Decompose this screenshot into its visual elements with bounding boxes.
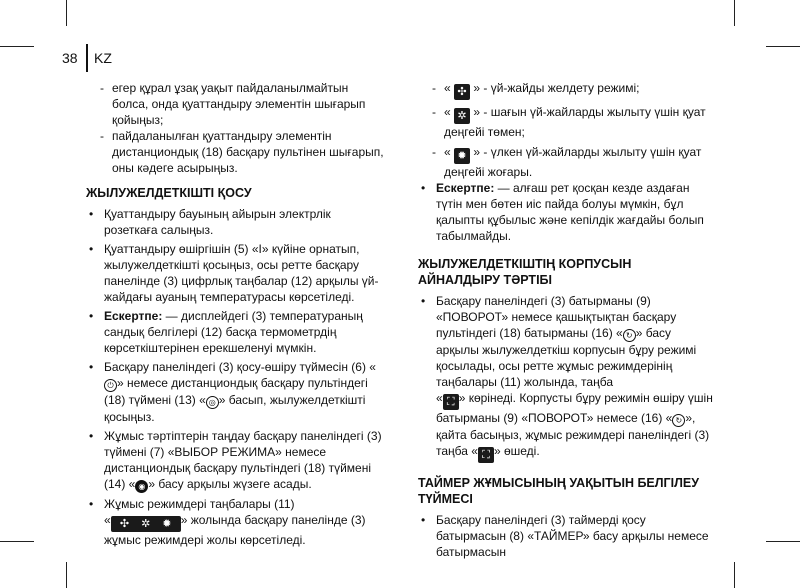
section-heading: ЖЫЛУЖЕЛДЕТКІШТІҢ КОРПУСЫН АЙНАЛДЫРУ ТӘРТІБІ [418,257,632,287]
text-span: » басу арқылы жүзеге асады. [148,477,312,491]
crop-mark [734,0,735,26]
mode-strip-icon [111,516,181,532]
crop-mark [66,562,67,588]
bullet-item [86,496,384,548]
text-span: » немесе дистанциондық басқару пультіндегі (18) түймені (13) « [104,376,368,407]
bullet-item [86,359,384,425]
crop-mark [734,562,735,588]
text-span: Басқару панеліндегі (3) қосу-өшіру түймесін (6) « [104,360,376,374]
sun-small-icon: ✲ [454,108,470,124]
text-span: таңба « [436,444,478,458]
note-label: Ескертпе: [436,181,495,195]
rotation-mode-icon: ⛶ [443,394,459,410]
text-span: » - үлкен үй-жайларды жылыту үшін қуат деңгейі жоғары. [444,145,702,179]
crop-mark [66,0,67,26]
section-heading: ЖЫЛУЖЕЛДЕТКІШТІ ҚОСУ [86,186,252,200]
bullet-item: • Қуаттандыру өшіргішін (5) «I» күйіне орнатып, жылужелдеткішті қосыңыз, осы ретте басқару панелінде (3) цифрлық таңбалар (12) арқылы үй-жайдағы ауаның температурасы көрсетіледі. [86,241,384,305]
page-number: 38 [62,50,78,66]
header-divider [86,44,88,72]
text-span: », қайта басыңыз, жұмыс режимдері панеліндегі (3) [436,411,710,442]
language-code: KZ [94,50,112,66]
sun-large-icon: ✹ [162,518,172,530]
text-span: Жұмыс режимдері таңбалары (11) [104,497,295,511]
dash-item: - егер құрал ұзақ уақыт пайдаланылмайтын болса, онда қуаттандыру элементін шығарып қойыңыз; [86,80,384,128]
bullet-item [86,308,384,356]
text-span: » басу арқылы жылужелдеткіш корпусын бұру режимі қосылады, осы ретте жұмыс режимдерінің таңбалары (11) жолында, таңба [436,326,697,389]
left-column [86,80,384,551]
crop-mark [0,541,34,542]
sun-small-icon: ✲ [141,518,151,530]
crop-mark [0,46,34,47]
dash-item: - « ✹ » - үлкен үй-жайларды жылыту үшін қуат деңгейі жоғары. [418,144,716,180]
text-span: » өшеді. [493,444,540,458]
dash-item: - « ✣ » - үй-жайды желдету режимі; [418,80,716,100]
text-span: » - шағын үй-жайларды жылыту үшін қуат деңгейі төмен; [444,105,706,139]
power-icon: ⏻ [104,379,117,392]
dash-item: - пайдаланылған қуаттандыру элементін дистанциондық (18) басқару пультінен шығарып, оны кәдеге асырыңыз. [86,128,384,176]
text-span: » жолында басқару панелінде (3) жұмыс режимдері жолы көрсетіледі. [104,513,366,547]
crop-mark [766,541,800,542]
mode-button-icon: ◉ [135,480,148,493]
text-span: Басқару панеліндегі (3) батырманы (9) «ПОВОРОТ» немесе қашықтықтан басқару пультіндегі (18) батырманы (16) « [436,294,677,340]
text-span: » басып, жылужелдеткішті қосыңыз. [104,393,366,424]
text-span: » - үй-жайды желдету режимі; [473,81,640,95]
text-span: » көрінеді. Корпусты бұру режимін өшіру үшін батырманы (9) «ПОВОРОТ» немесе (16) « [436,391,713,425]
rotation-mode-icon: ⛶ [478,447,494,463]
fan-icon: ✣ [119,518,130,530]
crop-mark [766,46,800,47]
text-span: « [436,391,443,405]
bullet-item [86,428,384,493]
note-label: Ескертпе: [104,309,163,323]
bullet-item: • Қуаттандыру бауының айырын электрлік розеткаға салыңыз. [86,206,384,238]
rotate-icon: ↻ [672,414,685,427]
dash-item: - « ✲ » - шағын үй-жайларды жылыту үшін қуат деңгейі төмен; [418,104,716,140]
bullet-item: • Басқару панеліндегі (3) таймерді қосу батырмасын (8) «ТАЙМЕР» басу арқылы немесе батырмасын [418,512,716,560]
bullet-item [418,293,716,463]
power-circle-icon: ◎ [206,396,219,409]
text-span: « [104,513,111,527]
note-text: — дисплейдегі (3) температураның сандық белгілері (12) басқа термометрдің көрсеткіштерінен ерекшеленуі мүмкін. [104,309,363,355]
right-column [418,80,716,563]
sun-large-icon: ✹ [454,148,470,164]
text-span: Жұмыс тәртіптерін таңдау басқару панеліндегі (3) түймені (7) «ВЫБОР РЕЖИМА» немесе дистанциондық басқару пультіндегі (18) түймені (14) « [104,429,382,491]
note-text: — алғаш рет қосқан кезде аздаған түтін мен бөтен иіс пайда болуы мүмкін, бұл қалыпты құбылыс және кепілдік жағдайы болып табылмайды. [436,181,704,243]
fan-icon: ✣ [454,84,470,100]
bullet-item [418,180,716,244]
section-heading: ТАЙМЕР ЖҰМЫСЫНЫҢ УАҚЫТЫН БЕЛГІЛЕУ ТҮЙМЕСІ [418,476,699,506]
rotate-icon: ↻ [623,329,636,342]
